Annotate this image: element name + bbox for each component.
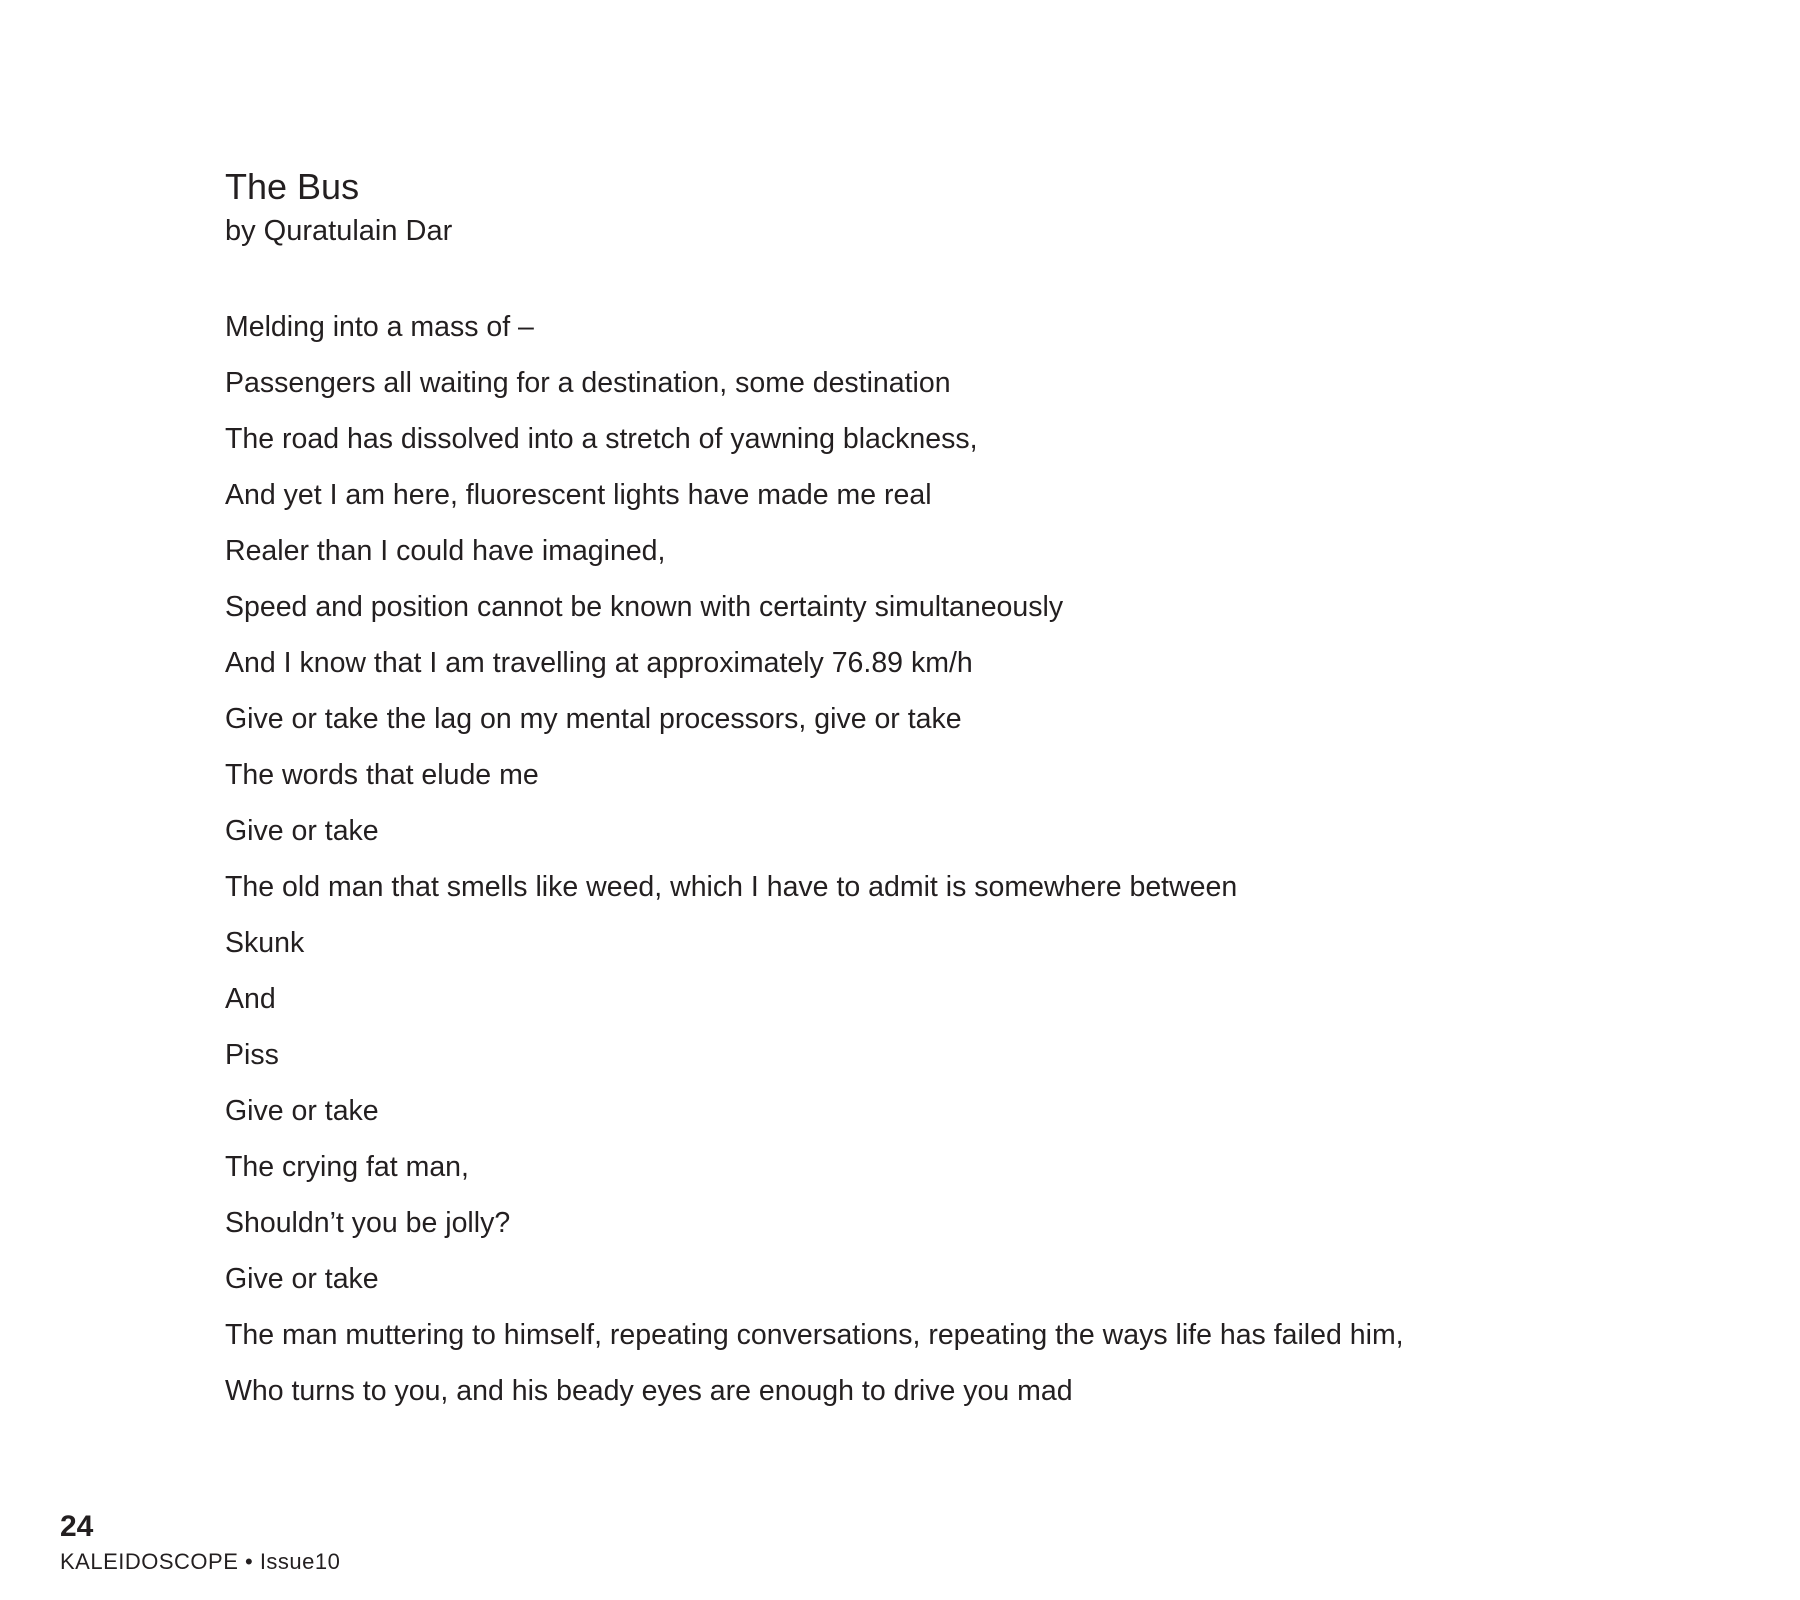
poem-line: Who turns to you, and his beady eyes are enough to drive you mad <box>225 1375 1073 1407</box>
poem-lines <box>225 299 1575 1419</box>
poem-line: And yet I am here, fluorescent lights have made me real <box>225 479 932 511</box>
poem-line: Melding into a mass of – <box>225 311 534 343</box>
poem-author: by Quratulain Dar <box>225 215 453 247</box>
poem-line: Shouldn’t you be jolly? <box>225 1207 511 1239</box>
poem-line: The road has dissolved into a stretch of yawning blackness, <box>225 423 978 455</box>
poem-line: Passengers all waiting for a destination, some destination <box>225 367 951 399</box>
poem-line: Skunk <box>225 927 305 959</box>
poem <box>225 165 1575 1419</box>
page-number: 24 <box>60 1510 94 1543</box>
poem-line: Give or take <box>225 815 379 847</box>
poem-line: And I know that I am travelling at approximately 76.89 km/h <box>225 647 973 679</box>
poem-line: And <box>225 983 276 1015</box>
poem-line: Piss <box>225 1039 279 1071</box>
poem-line: Realer than I could have imagined, <box>225 535 666 567</box>
poem-line: Speed and position cannot be known with certainty simultaneously <box>225 591 1064 623</box>
poem-line: The crying fat man, <box>225 1151 469 1183</box>
poem-line: The man muttering to himself, repeating conversations, repeating the ways life has failed him, <box>225 1319 1404 1351</box>
poem-line: Give or take <box>225 1095 379 1127</box>
poem-line: The old man that smells like weed, which I have to admit is somewhere between <box>225 871 1238 903</box>
poem-line: The words that elude me <box>225 759 539 791</box>
poem-line: Give or take <box>225 1263 379 1295</box>
poem-line: Give or take the lag on my mental processors, give or take <box>225 703 962 735</box>
poem-title: The Bus <box>225 166 360 207</box>
page-footer <box>60 1510 340 1576</box>
publication-info: KALEIDOSCOPE • Issue10 <box>60 1549 341 1574</box>
